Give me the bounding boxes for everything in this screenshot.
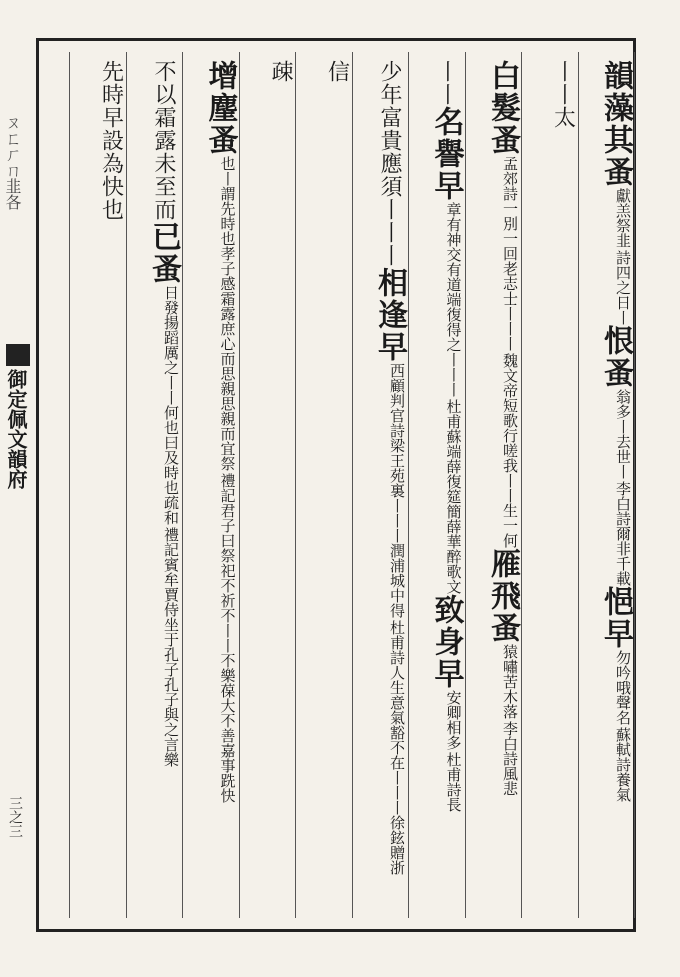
text-column	[132, 52, 179, 918]
annotation-pair	[615, 188, 630, 325]
column-rule	[408, 52, 409, 918]
spine-top-marks: ㄡㄈㄏㄇ韭各	[3, 114, 22, 210]
annotation-pair	[615, 650, 630, 802]
main-text: 丨丨太	[550, 60, 576, 129]
annotation-text: 詩四之日丨	[614, 250, 632, 325]
text-column	[584, 52, 631, 918]
headword: 增麈蚤	[202, 60, 238, 156]
annotation-text: 魏文帝短歌行嗟我丨丨生一何	[501, 353, 519, 548]
text-column	[301, 52, 348, 918]
text-column	[527, 52, 574, 918]
annotation-text: 西顧判官詩梁王苑裏丨丨丨潤浦城中得	[388, 363, 406, 618]
annotation-text: 也丨謂先時也孝子感霜露庶心而思親思親而宜祭	[218, 156, 237, 471]
annotation-pair	[220, 156, 235, 803]
column-rule	[295, 52, 296, 918]
headword: 雁飛蚤	[485, 548, 520, 644]
annotation-text: 李白詩爾非千載	[614, 481, 632, 586]
text-column	[188, 52, 238, 918]
annotation-text: 蘇軾詩養氣	[614, 727, 632, 802]
main-text: 丨丨	[433, 60, 459, 106]
column-rule	[465, 52, 466, 918]
column-rule	[182, 52, 183, 918]
text-column	[75, 52, 122, 918]
annotation-text: 猿嘯苦木落	[501, 644, 519, 719]
main-text: 信	[324, 60, 350, 83]
annotation-text: 安卿相多	[444, 690, 463, 750]
headword: 悒早	[598, 586, 633, 650]
book-spine-margin	[0, 44, 38, 924]
main-text: 先時早設為快也	[98, 60, 124, 221]
headword: 已蚤	[146, 221, 181, 285]
headword: 致身早	[428, 594, 464, 690]
annotation-text: 翁多丨去世丨	[614, 389, 632, 479]
annotation-text: 杜甫詩長	[444, 752, 463, 812]
annotation-text: 杜甫蘇端薛復筵簡薛華醉歌文	[444, 399, 463, 594]
headword: 名譽早	[428, 106, 464, 202]
text-column	[245, 52, 292, 918]
annotation-pair	[446, 690, 461, 812]
annotation-text: 孟郊詩一別一回老志士丨丨丨	[501, 156, 519, 351]
spine-book-title: 御定佩文韻府	[4, 369, 28, 489]
main-text: 不以霜露未至而	[151, 60, 176, 221]
annotation-pair	[615, 389, 630, 586]
headword: 白髮蚤	[485, 60, 520, 156]
column-rule	[239, 52, 240, 918]
annotation-pair	[163, 285, 178, 767]
column-rule	[634, 52, 635, 918]
column-rule	[521, 52, 522, 918]
column-rule	[69, 52, 70, 918]
main-text: 疎	[268, 60, 293, 83]
text-column	[358, 52, 405, 918]
annotation-text: 李白詩風悲	[501, 721, 519, 796]
annotation-text: 章有神交有道端復得之丨丨丨	[444, 202, 463, 397]
annotation-pair	[502, 156, 517, 548]
headword: 恨蚤	[598, 325, 633, 389]
text-column	[471, 52, 518, 918]
annotation-pair	[389, 363, 404, 875]
annotation-text: 獻羔祭韭	[614, 188, 632, 248]
annotation-pair	[502, 644, 517, 796]
column-rule	[578, 52, 579, 918]
main-text: 少年富貴應須丨丨丨	[377, 60, 402, 267]
spine-fishtail-mark	[6, 344, 30, 366]
headword: 韻藻其蚤	[598, 60, 633, 188]
annotation-text: 日發揚蹈厲之丨丨何也曰及時也疏和	[162, 285, 180, 525]
annotation-text: 杜甫詩人生意氣豁不在丨丨丨徐鉉贈浙	[388, 620, 406, 875]
text-column	[414, 52, 464, 918]
column-rule	[126, 52, 127, 918]
annotation-pair	[446, 202, 461, 594]
page-number: 三之三	[7, 796, 23, 838]
annotation-text: 勿吟哦聲名	[614, 650, 632, 725]
column-rule	[352, 52, 353, 918]
headword: 相逢早	[372, 267, 407, 363]
annotation-text: 禮記君子曰祭祀不祈不丨丨不樂葆大不善嘉事跣快	[218, 473, 237, 803]
annotation-text: 禮記賓牟賈侍坐于孔子孔子與之言樂	[162, 527, 180, 767]
